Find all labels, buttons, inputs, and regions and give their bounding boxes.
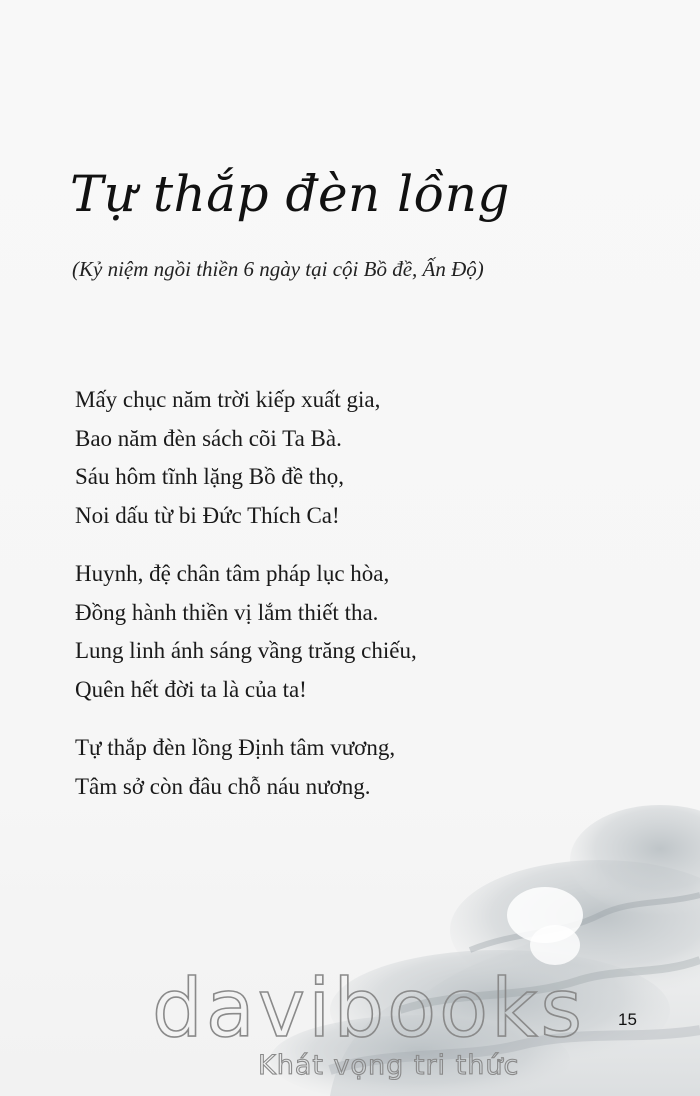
watermark-slogan: Khát vọng tri thức: [258, 1050, 520, 1081]
verse-line: Huynh, đệ chân tâm pháp lục hòa,: [75, 561, 390, 586]
verse-line: Tâm sở còn đâu chỗ náu nương.: [75, 773, 371, 799]
verse-line: Đồng hành thiền vị lắm thiết tha.: [75, 599, 379, 625]
verse-line: Lung linh ánh sáng vầng trăng chiếu,: [75, 638, 417, 663]
verse-line: Mấy chục năm trời kiếp xuất gia,: [75, 387, 381, 412]
poem-body: [75, 381, 417, 826]
verse-line: Quên hết đời ta là của ta!: [75, 676, 307, 702]
verse-line: Noi dấu từ bi Đức Thích Ca!: [75, 502, 340, 528]
page-number: 15: [618, 1010, 637, 1029]
stanza-3: [75, 729, 417, 806]
verse-line: Tự thắp đèn lồng Định tâm vương,: [75, 735, 396, 760]
poem-subtitle: (Kỷ niệm ngồi thiền 6 ngày tại cội Bồ đề, Ấn Độ): [72, 257, 484, 281]
stanza-1: [75, 381, 417, 535]
poem-title: Tự thắp đèn lồng: [70, 165, 510, 223]
verse-line: Sáu hôm tĩnh lặng Bồ đề thọ,: [75, 464, 344, 489]
stanza-2: [75, 555, 417, 709]
verse-line: Bao năm đèn sách cõi Ta Bà.: [75, 425, 342, 451]
watermark-brand: davibooks: [152, 962, 586, 1055]
